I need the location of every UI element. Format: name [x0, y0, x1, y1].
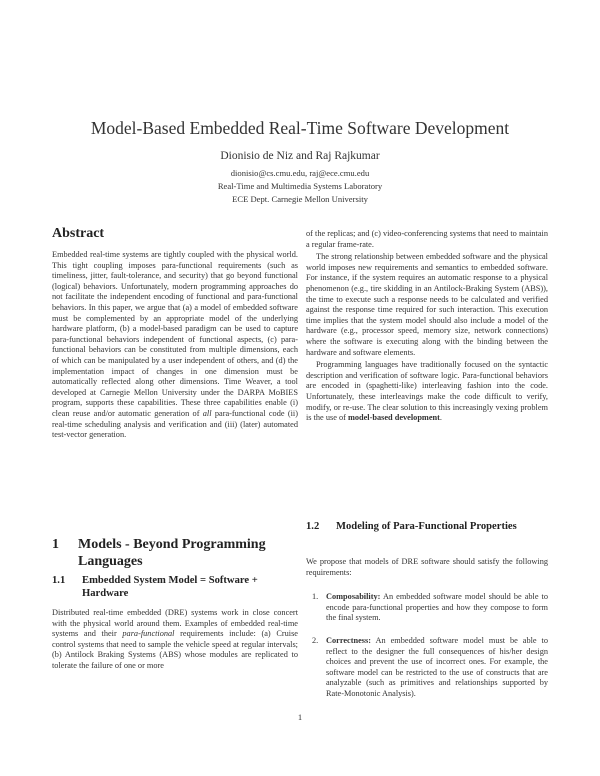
section-1-1-body	[52, 608, 298, 672]
abstract-heading: Abstract	[52, 226, 105, 241]
right-para-3-c: .	[439, 413, 442, 423]
section-1-2-intro: We propose that models of DRE software should satisfy the following requirements:	[306, 557, 548, 577]
abstract-text-2: para-functional code (ii) real-time scheduling analysis and verification and (iii) (later) automated test-vector generation.	[52, 408, 298, 440]
section-1-heading	[52, 536, 302, 570]
page-number: 1	[297, 712, 303, 722]
section-1-1-text-em: para-functional	[122, 629, 175, 639]
paper-title: Model-Based Embedded Real-Time Software Development	[90, 118, 510, 138]
section-1-title: Models - Beyond Programming Languages	[78, 537, 266, 569]
right-para-3-bold: model-based development	[347, 413, 440, 423]
right-para-2: The strong relationship between embedded software and the physical world imposes new requirements and semantics to embedded software. For instance, if the system requires an automatic response to a physical phenomenon (e.g., tire skidding in an Antilock-Braking System (ABS)), the time to execute such a response needs to be calculated and verified against the response time required for such interaction. This execution time implies that the system model should also include a model of the hardware (e.g., processor speed, memory size, network connections) where the software is executing along with the binding between the hardware and software elements.	[306, 252, 548, 357]
requirement-1	[312, 592, 548, 624]
abstract-body	[52, 250, 298, 441]
abstract-text-em: all	[202, 408, 212, 418]
subsection-1-2-number: 1.2	[306, 521, 320, 532]
right-para-3-a: Programming languages have traditionally focused on the syntactic description and verification of software logic. Para-functional behaviors are encoded in (spaghetti-like) interleaving fashion into the code. Unfortunately, these interleavings make the code difficult to verify, modify, or re-use. The clear solution to this increasingly vexing problem is the use of	[306, 360, 548, 423]
requirement-1-text: An embedded software model should be able to encode para-functional properties and how they compose to form the final system.	[326, 592, 548, 623]
section-1-1-text-b: requirements include: (a) Cruise control systems that need to sample the vehicle speed at regular intervals; (b) Antilock Braking Systems (ABS) whose modules are replicated to tolerate the failure of one or more	[52, 629, 298, 670]
requirement-2	[312, 636, 548, 700]
subsection-1-1-number: 1.1	[52, 575, 66, 586]
section-1-number: 1	[52, 537, 59, 552]
subsection-1-2-title: Modeling of Para-Functional Properties	[336, 521, 517, 532]
author-dept: ECE Dept. Carnegie Mellon University	[232, 194, 368, 204]
author-lab: Real-Time and Multimedia Systems Laboratory	[217, 181, 383, 191]
section-1-1-text-a: Distributed real-time embedded (DRE) systems work in close concert with the physical world around them. Examples of embedded real-time systems and their	[52, 608, 298, 639]
subsection-1-1-heading	[52, 574, 302, 600]
abstract-text-1: Embedded real-time systems are tightly coupled with the physical world. This tight coupling imposes para-functional requirements (such as timeliness, jitter, fault-tolerance, and security) that go beyond functional (logical) behaviors. Unfortunately, modern programming approaches do not facilitate the independent encoding of functional and para-functional behaviors. In this paper, we argue that (a) a model of embedded software must be complemented by an appropriate model of the underlying hardware platform, (b) a model-based paradigm can be used to capture para-functional behaviors independent of functional aspects, (c) para-functional behaviors can be constituted from multiple dimensions, each of which can be manipulated by a user independent of others, and (d) the implementation impact of changes in one dimension must be automatically reflected along other dimensions. Time Weaver, a tool developed at Carnegie Mellon University under the DARPA MoBIES program, supports these capabilities. These three capabilities enable (i) clean reuse and/or automatic generation of	[52, 250, 298, 418]
requirement-1-term: Composability:	[326, 592, 381, 601]
right-para-continued: of the replicas; and (c) video-conferencing systems that need to maintain a regular frame-rate.	[306, 229, 548, 249]
right-column-body	[306, 229, 548, 424]
paper-authors: Dionisio de Niz and Raj Rajkumar	[220, 150, 380, 162]
requirement-2-number: 2.	[312, 636, 319, 645]
author-emails: dionisio@cs.cmu.edu, raj@ece.cmu.edu	[230, 168, 370, 178]
requirement-2-term: Correctness:	[326, 636, 372, 645]
right-para-3	[306, 360, 548, 424]
subsection-1-2-heading	[306, 520, 550, 533]
requirement-2-text: An embedded software model must be able to reflect to the designer the full consequences of his/her design choices and prevent the use of incorrect ones. For example, the software model can be restricted to the use of constructs that are analyzable (such as primitives and relationships supported by Rate-Monotonic Analysis).	[326, 636, 548, 698]
requirement-1-number: 1.	[312, 592, 319, 601]
subsection-1-1-title: Embedded System Model = Software + Hardware	[82, 575, 258, 599]
